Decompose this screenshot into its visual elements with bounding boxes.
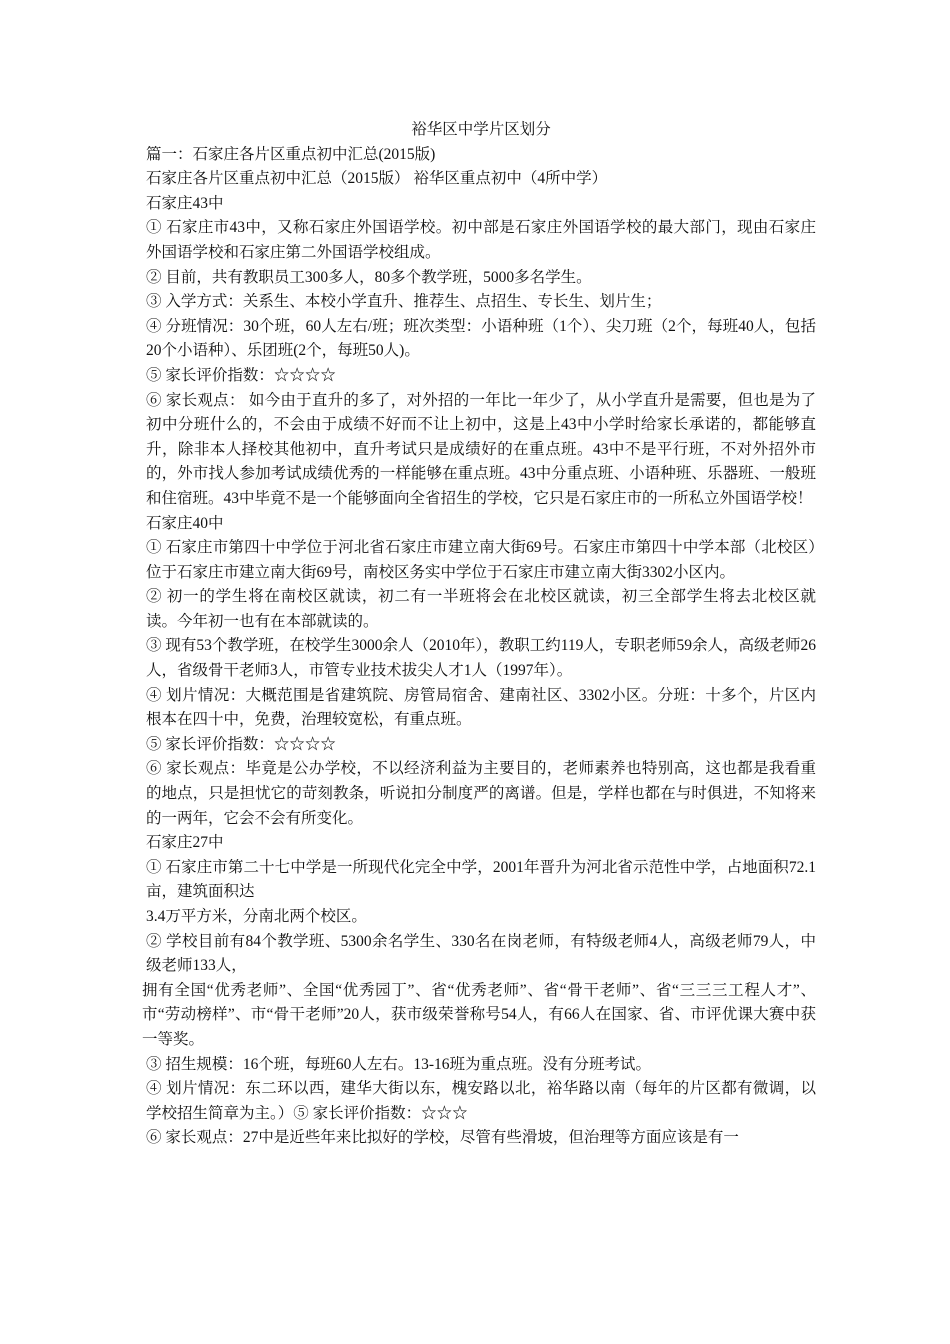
paragraph: 拥有全国“优秀老师”、全国“优秀园丁”、省“优秀老师”、省“骨干老师”、省“三三三工程人才”、市“劳动榜样”、市“骨干老师”20人，获市级荣誉称号54人，有66人在国家、省、市评优课大赛中获一等奖。 xyxy=(142,981,816,1048)
school-heading: 石家庄43中 xyxy=(146,194,224,212)
paragraph: ⑥ 家长观点：毕竟是公办学校，不以经济利益为主要目的，老师素养也特别高，这也都是我看重的地点，只是担忧它的苛刻教条，听说扣分制度严的离谱。但是，学样也都在与时俱进，不知将来的一两年，它会不会有所变化。 xyxy=(146,760,816,827)
document-title: 裕华区中学片区划分 xyxy=(411,121,551,138)
paragraph: ③ 现有53个教学班，在校学生3000余人（2010年），教职工约119人，专职老师59余人，高级老师26人，省级骨干老师3人，市管专业技术拔尖人才1人（1997年）。 xyxy=(146,637,816,680)
school-heading: 石家庄27中 xyxy=(146,834,224,852)
paragraph: ⑥ 家长观点：27中是近些年来比拟好的学校，尽管有些滑坡，但治理等方面应该是有一 xyxy=(146,1129,739,1147)
paragraph: ④ 划片情况：东二环以西，建华大街以东，槐安路以北，裕华路以南（每年的片区都有微调，以学校招生简章为主。）⑤ 家长评价指数：☆☆☆ xyxy=(146,1080,816,1122)
paragraph: ④ 划片情况：大概范围是省建筑院、房管局宿舍、建南社区、3302小区。分班：十多个，片区内根本在四十中，免费，治理较宽松，有重点班。 xyxy=(146,686,816,729)
paragraph: ① 石家庄市第二十七中学是一所现代化完全中学，2001年晋升为河北省示范性中学，占地面积72.1亩，建筑面积达 xyxy=(146,858,816,901)
paragraph: 石家庄各片区重点初中汇总（2015版） 裕华区重点初中（4所中学） xyxy=(146,170,608,188)
paragraph: ② 目前，共有教职员工300多人，80多个教学班，5000多名学生。 xyxy=(146,268,592,286)
school-heading: 石家庄40中 xyxy=(146,514,224,532)
paragraph: ④ 分班情况：30个班，60人左右/班；班次类型：小语种班（1个）、尖刀班（2个，每班40人，包括20个小语种）、乐团班(2个，每班50人)。 xyxy=(146,317,816,360)
paragraph: ⑥ 家长观点： 如今由于直升的多了，对外招的一年比一年少了，从小学直升是需要，但也是为了初中分班什么的，不会由于成绩不好而不让上初中，这是上43中小学时给家长承诺的，都能够直升，除非本人择校其他初中，直升考试只是成绩好的在重点班。43中不是平行班，不对外招外市的，外市找人参加考试成绩优秀的一样能够在重点班。43中分重点班、小语种班、乐器班、一般班和住宿班。43中毕竟不是一个能够面向全省招生的学校，它只是石家庄市的一所私立外国语学校！ xyxy=(146,391,816,507)
paragraph: ⑤ 家长评价指数：☆☆☆☆ xyxy=(146,366,336,384)
paragraph: ② 学校目前有84个教学班、5300余名学生、330名在岗老师，有特级老师4人，高级老师79人，中级老师133人， xyxy=(146,932,816,975)
document-page xyxy=(142,118,816,1151)
paragraph: ⑤ 家长评价指数：☆☆☆☆ xyxy=(146,735,336,753)
paragraph: ③ 入学方式：关系生、本校小学直升、推荐生、点招生、专长生、划片生； xyxy=(146,293,662,311)
paragraph: 3.4万平方米，分南北两个校区。 xyxy=(146,908,367,925)
paragraph: ① 石家庄市第四十中学位于河北省石家庄市建立南大街69号。石家庄市第四十中学本部（北校区）位于石家庄市建立南大街69号，南校区务实中学位于石家庄市建立南大街3302小区内。 xyxy=(146,539,816,581)
paragraph: ③ 招生规模：16个班，每班60人左右。13-16班为重点班。没有分班考试。 xyxy=(146,1055,652,1073)
paragraph: 篇一：石家庄各片区重点初中汇总(2015版) xyxy=(146,145,436,163)
paragraph: ① 石家庄市43中，又称石家庄外国语学校。初中部是石家庄外国语学校的最大部门，现由石家庄外国语学校和石家庄第二外国语学校组成。 xyxy=(146,219,816,261)
paragraph: ② 初一的学生将在南校区就读，初二有一半班将会在北校区就读，初三全部学生将去北校区就读。今年初一也有在本部就读的。 xyxy=(146,588,816,630)
